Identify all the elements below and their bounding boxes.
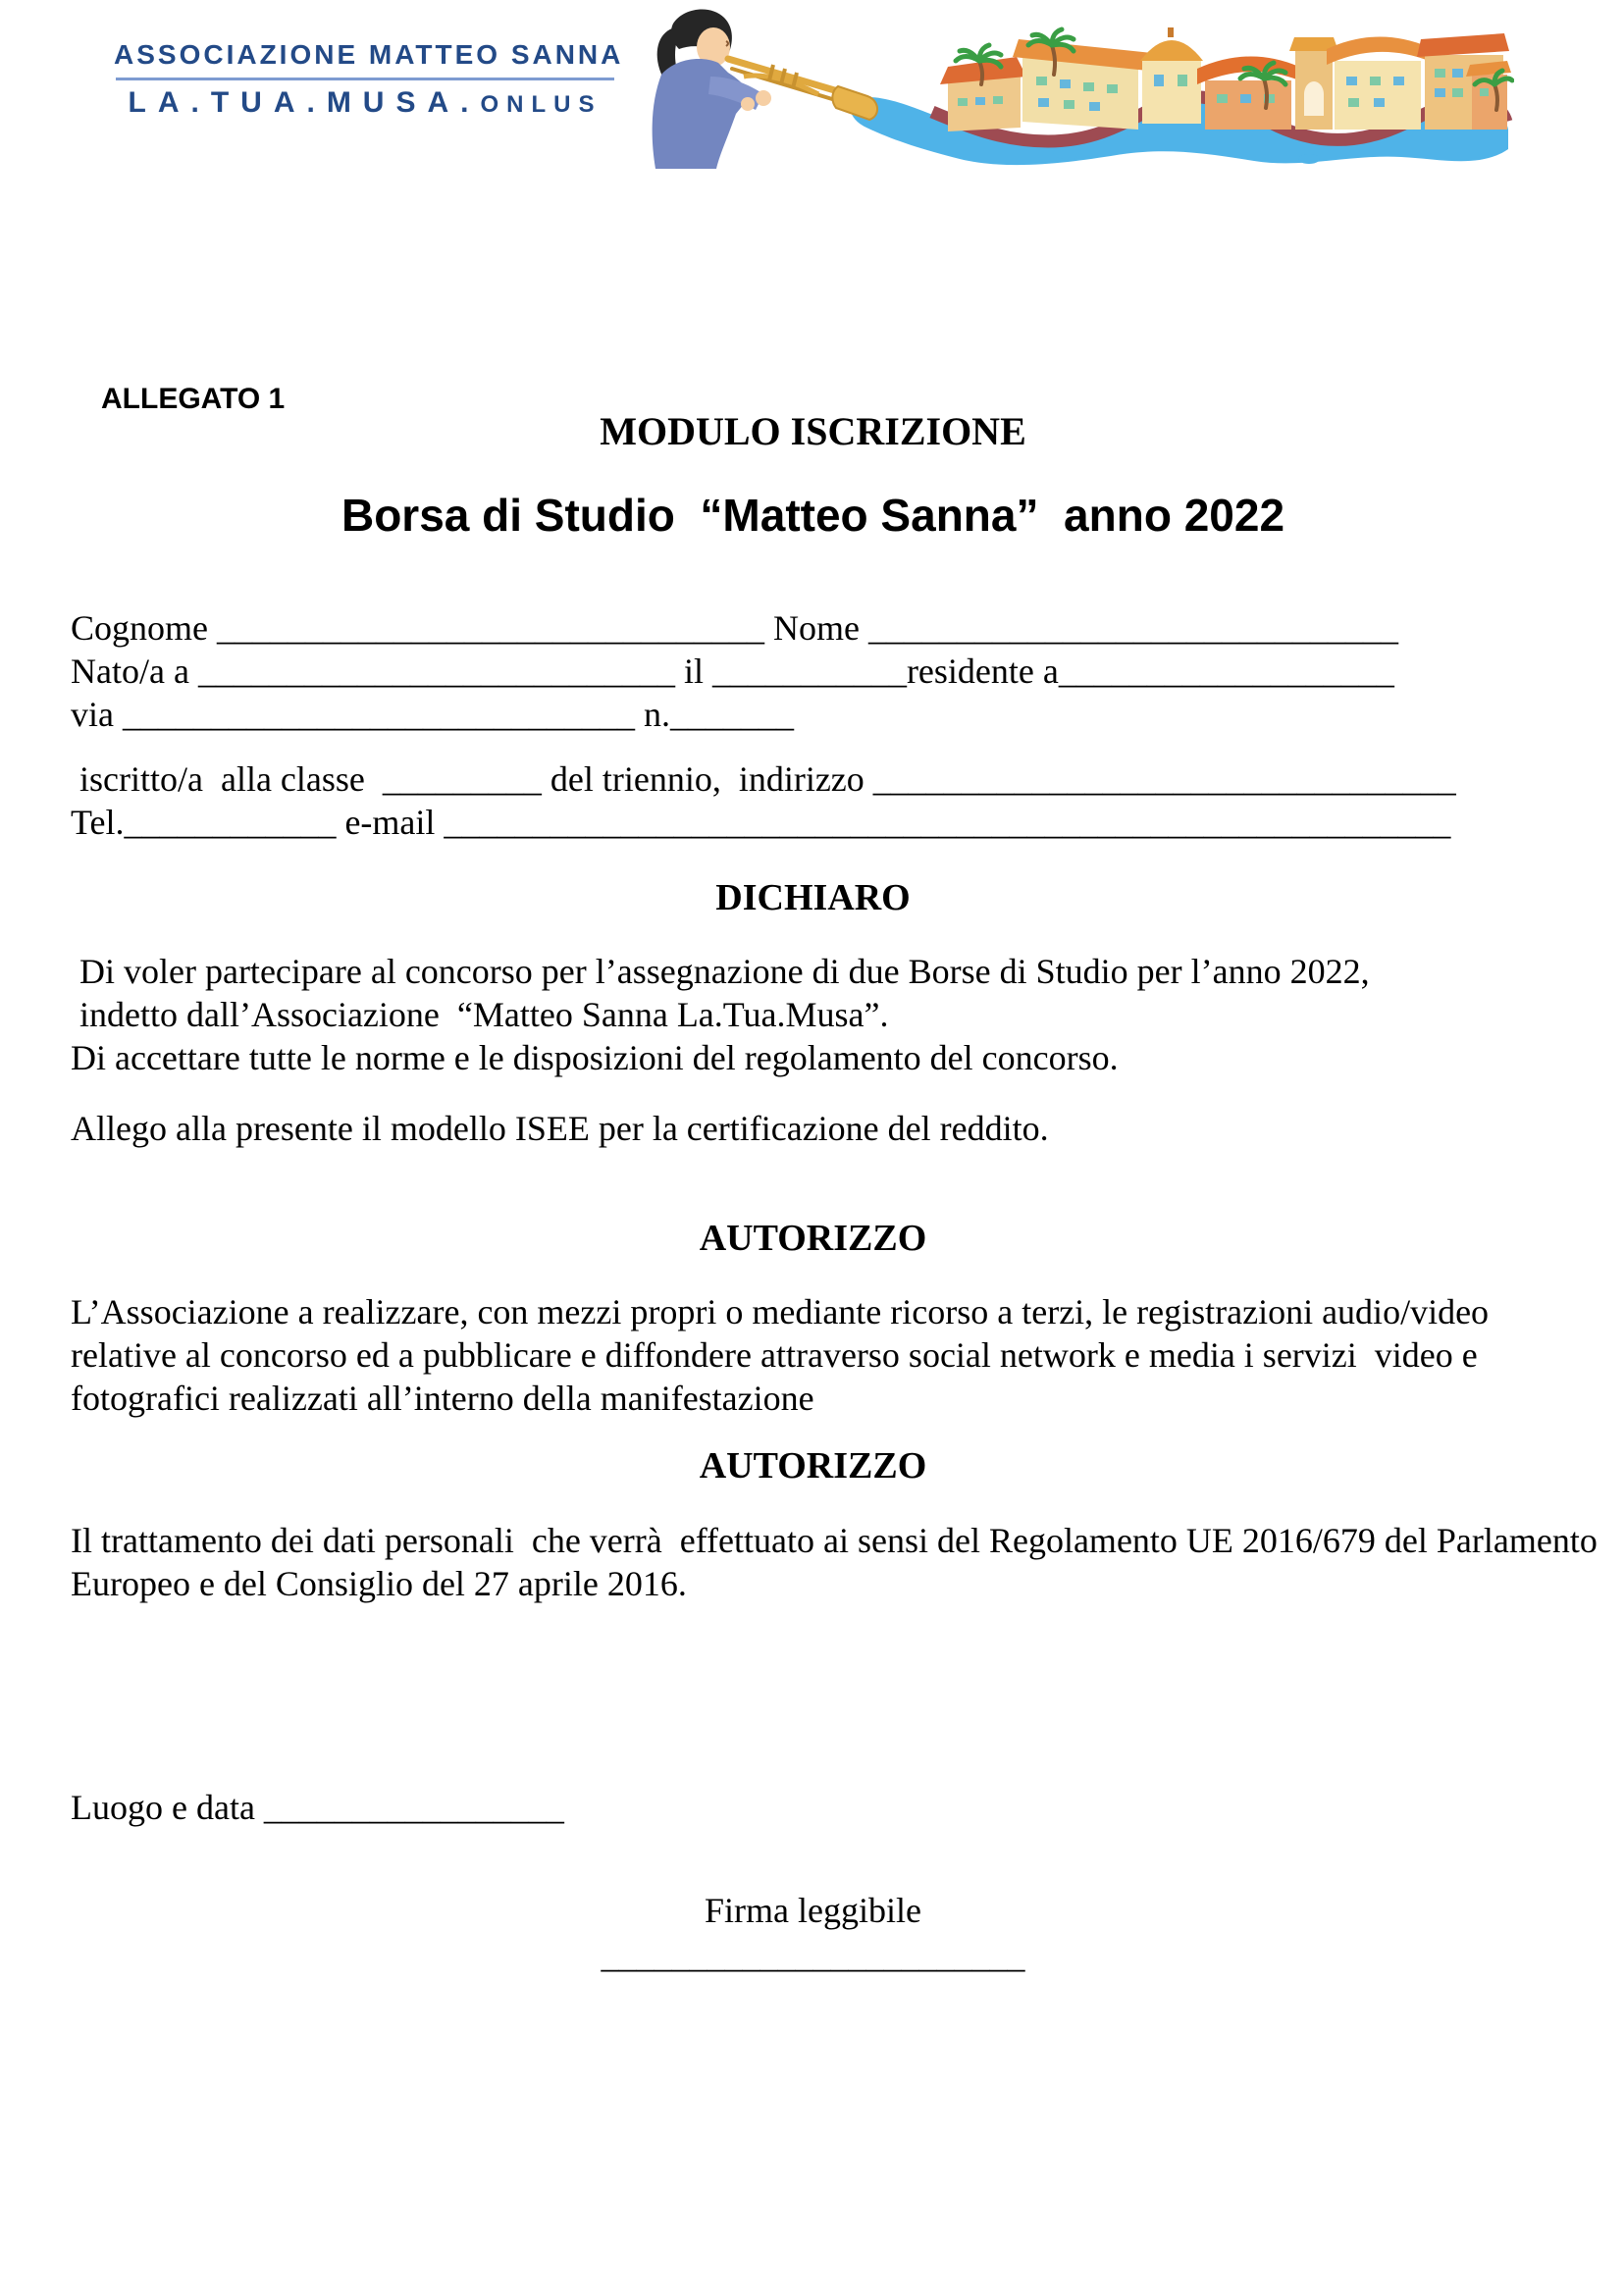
autorizzo-1-line: relative al concorso ed a pubblicare e diffondere attraverso social network e media i servizi video e bbox=[71, 1335, 1478, 1375]
autorizzo-2-paragraph bbox=[71, 1519, 1598, 1605]
form-line-cognome-nome: Cognome _______________________________ Nome ______________________________ bbox=[71, 608, 1398, 648]
trumpet-bell bbox=[832, 86, 877, 120]
dichiaro-paragraph bbox=[71, 950, 1565, 1079]
firma-signature-line: ________________________ bbox=[601, 1936, 1025, 1975]
logo-motto-suffix: ONLUS bbox=[480, 91, 602, 118]
luogo-data-block bbox=[71, 1786, 1565, 1829]
form-line-luogo-data: Luogo e data _________________ bbox=[71, 1788, 564, 1827]
logo-divider bbox=[116, 78, 614, 80]
hand bbox=[756, 90, 771, 106]
personal-fields-block bbox=[71, 606, 1565, 736]
logo-motto bbox=[114, 86, 616, 120]
section-heading-dichiaro: DICHIARO bbox=[715, 877, 911, 918]
trumpeter-village-illustration bbox=[616, 4, 1514, 169]
hand bbox=[741, 97, 755, 111]
scholarship-title: Borsa di Studio “Matteo Sanna” anno 2022 bbox=[341, 490, 1285, 541]
allegato-label: ALLEGATO 1 bbox=[101, 383, 286, 415]
autorizzo-2-line: Europeo e del Consiglio del 27 aprile 2016. bbox=[71, 1564, 687, 1603]
jacket bbox=[653, 59, 752, 169]
dichiaro-line: Di accettare tutte le norme e le disposizioni del regolamento del concorso. bbox=[71, 1038, 1119, 1077]
section-heading-autorizzo-1: AUTORIZZO bbox=[699, 1218, 927, 1259]
association-logo bbox=[114, 39, 624, 120]
logo-motto-main: LA.TUA.MUSA. bbox=[128, 86, 481, 119]
autorizzo-1-paragraph bbox=[71, 1290, 1565, 1420]
allego-paragraph bbox=[71, 1107, 1565, 1150]
logo-association-name: ASSOCIAZIONE MATTEO SANNA bbox=[114, 39, 624, 70]
section-heading-autorizzo-2: AUTORIZZO bbox=[699, 1445, 927, 1487]
form-line-tel-email: Tel.____________ e-mail _________________________________________________________ bbox=[71, 803, 1451, 842]
form-line-nato-residente: Nato/a a ___________________________ il ___________residente a___________________ bbox=[71, 652, 1394, 691]
autorizzo-2-line: Il trattamento dei dati personali che verrà effettuato ai sensi del Regolamento UE 2016/679 del Parlamento bbox=[71, 1521, 1598, 1560]
autorizzo-1-line: fotografici realizzati all’interno della manifestazione bbox=[71, 1379, 814, 1418]
logo-illustration bbox=[616, 4, 1514, 174]
firma-label: Firma leggibile bbox=[705, 1891, 921, 1930]
autorizzo-1-line: L’Associazione a realizzare, con mezzi propri o mediante ricorso a terzi, le registrazioni audio/video bbox=[71, 1292, 1490, 1331]
school-fields-block bbox=[71, 757, 1565, 844]
form-line-via-numero: via _____________________________ n._______ bbox=[71, 695, 794, 734]
form-line-classe-indirizzo: iscritto/a alla classe _________ del triennio, indirizzo _________________________________ bbox=[71, 759, 1456, 799]
trumpeter-figure bbox=[653, 9, 877, 169]
document-heading: MODULO ISCRIZIONE bbox=[600, 409, 1026, 453]
village-houses bbox=[940, 27, 1511, 131]
dichiaro-line: indetto dall’Associazione “Matteo Sanna La.Tua.Musa”. bbox=[71, 995, 889, 1034]
dichiaro-line: Di voler partecipare al concorso per l’assegnazione di due Borse di Studio per l’anno 2022, bbox=[71, 952, 1370, 991]
allego-line: Allego alla presente il modello ISEE per la certificazione del reddito. bbox=[71, 1109, 1049, 1148]
